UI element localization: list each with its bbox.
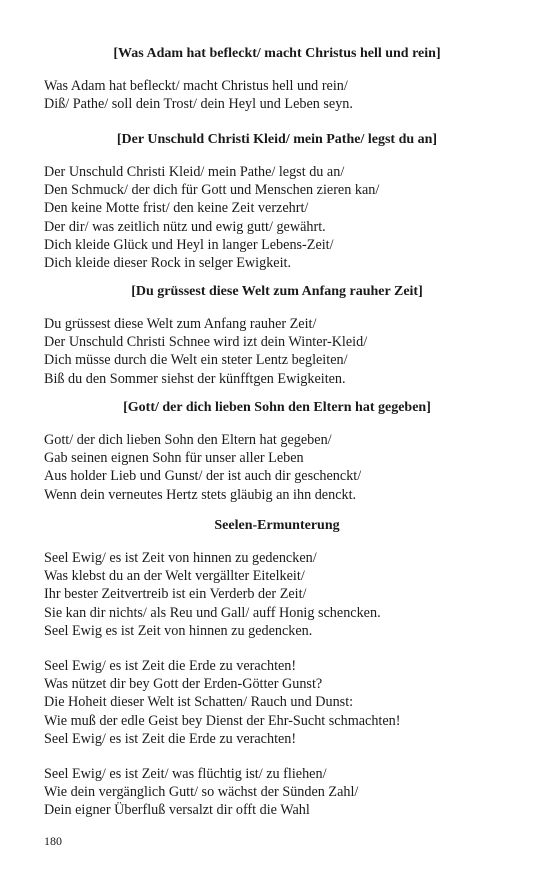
poem-heading: [Der Unschuld Christi Kleid/ mein Pathe/ legst du an] — [116, 132, 438, 147]
verse-line: Gab seinen eignen Sohn für unser aller Leben — [44, 450, 304, 467]
poem-stanza — [0, 765, 550, 820]
verse-line: Seel Ewig/ es ist Zeit die Erde zu verachten! — [44, 730, 297, 747]
poem-stanza — [0, 431, 550, 504]
verse-line: Der Unschuld Christi Kleid/ mein Pathe/ legst du an/ — [44, 164, 345, 180]
verse-line: Der Unschuld Christi Schnee wird izt dein Winter-Kleid/ — [44, 334, 368, 351]
poem-section — [0, 131, 550, 272]
poem-stanza — [0, 77, 550, 113]
poem-heading: [Gott/ der dich lieben Sohn den Eltern hat gegeben] — [123, 400, 431, 415]
poem-section — [0, 399, 550, 504]
verse-line: Seel Ewig es ist Zeit von hinnen zu gedencken. — [44, 622, 313, 639]
verse-line: Dich kleide dieser Rock in selger Ewigkeit. — [44, 255, 292, 272]
verse-line: Dich kleide Glück und Heyl in langer Lebens-Zeit/ — [44, 236, 334, 253]
poem-heading: [Du grüssest diese Welt zum Anfang rauher Zeit] — [131, 284, 423, 299]
poem-section — [0, 517, 550, 820]
verse-line: Den keine Motte frist/ den keine Zeit verzehrt/ — [44, 200, 309, 217]
verse-line: Wenn dein verneutes Hertz stets gläubig an ihn denckt. — [44, 486, 357, 503]
verse-line: Was Adam hat befleckt/ macht Christus hell und rein/ — [44, 78, 348, 94]
page-number: 180 — [44, 834, 62, 848]
poem-heading: [Was Adam hat befleckt/ macht Christus hell und rein] — [113, 46, 441, 61]
verse-line: Ihr bester Zeitvertreib ist ein Verderb der Zeit/ — [44, 586, 307, 603]
verse-line: Gott/ der dich lieben Sohn den Eltern hat gegeben/ — [44, 432, 332, 448]
verse-line: Seel Ewig/ es ist Zeit/ was flüchtig ist/ zu fliehen/ — [44, 766, 327, 783]
verse-line: Was klebst du an der Welt vergällter Eitelkeit/ — [44, 568, 305, 585]
verse-line: Wie muß der edle Geist bey Dienst der Ehr-Sucht schmachten! — [44, 712, 401, 729]
poem-stanza — [0, 549, 550, 640]
verse-line: Dein eigner Überfluß versalzt dir offt die Wahl — [44, 802, 310, 819]
verse-line: Du grüssest diese Welt zum Anfang rauher Zeit/ — [44, 316, 317, 332]
verse-line: Was nützet dir bey Gott der Erden-Götter Gunst? — [44, 676, 323, 693]
verse-line: Seel Ewig/ es ist Zeit von hinnen zu gedencken/ — [44, 550, 317, 566]
poem-stanza — [0, 163, 550, 272]
verse-line: Die Hoheit dieser Welt ist Schatten/ Rauch und Dunst: — [44, 694, 354, 711]
poem-section — [0, 283, 550, 388]
verse-line: Diß/ Pathe/ soll dein Trost/ dein Heyl und Leben seyn. — [44, 96, 353, 113]
poem-stanza — [0, 657, 550, 748]
verse-line: Der dir/ was zeitlich nütz und ewig gutt/ gewährt. — [44, 218, 326, 235]
verse-line: Sie kan dir nichts/ als Reu und Gall/ auff Honig schencken. — [44, 604, 381, 621]
poem-section — [0, 45, 550, 113]
verse-line: Den Schmuck/ der dich für Gott und Menschen zieren kan/ — [44, 182, 380, 199]
verse-line: Aus holder Lieb und Gunst/ der ist auch dir geschenckt/ — [44, 468, 362, 485]
verse-line: Seel Ewig/ es ist Zeit die Erde zu verachten! — [44, 658, 297, 675]
verse-line: Biß du den Sommer siehst der künfftgen Ewigkeiten. — [44, 370, 346, 387]
verse-line: Dich müsse durch die Welt ein steter Lentz begleiten/ — [44, 352, 348, 369]
verse-line: Wie dein vergänglich Gutt/ so wächst der Sünden Zahl/ — [44, 784, 359, 801]
poem-stanza — [0, 315, 550, 388]
poem-title: Seelen-Ermunterung — [214, 518, 340, 533]
